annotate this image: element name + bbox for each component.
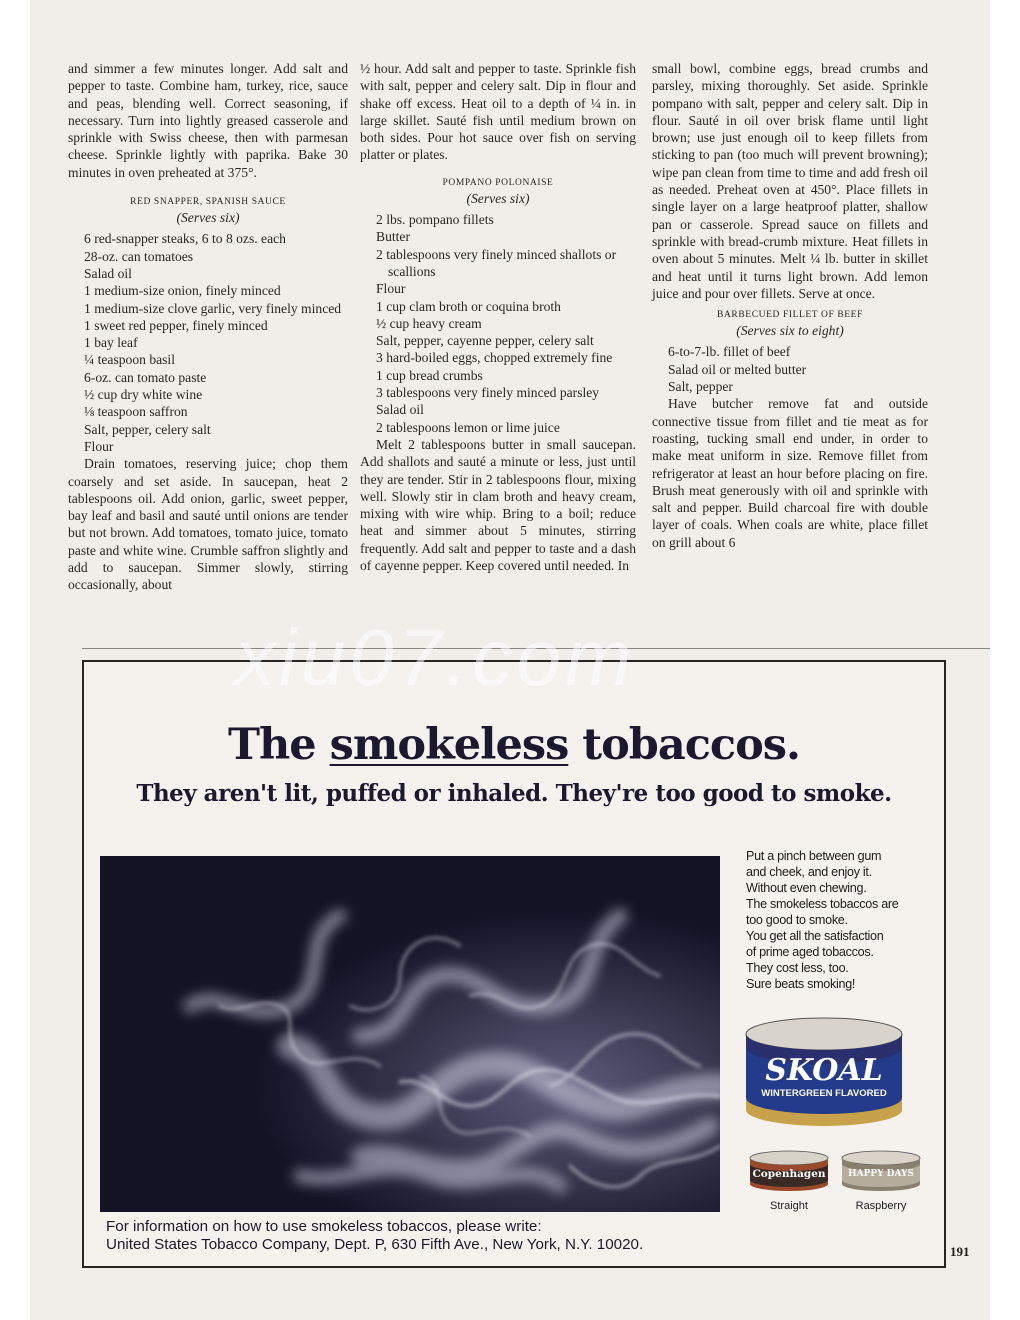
ingredient: ½ cup heavy cream	[376, 315, 482, 331]
watermark: xiu07.com	[235, 613, 636, 702]
recipe-title: POMPANO POLONAISE	[442, 177, 554, 188]
ingredient-list	[652, 343, 928, 395]
skoal-flavor: WINTERGREEN FLAVORED	[761, 1088, 887, 1099]
smoke-swirl-image	[100, 856, 720, 1212]
headline-part: The	[228, 720, 330, 770]
copenhagen-tin	[746, 1150, 832, 1212]
ingredient: Flour	[376, 281, 406, 297]
ingredient: 1 sweet red pepper, finely minced	[84, 317, 268, 333]
ingredient: Salad oil or melted butter	[668, 361, 807, 377]
ingredient: ¼ teaspoon basil	[84, 352, 175, 368]
copy-line: too good to smoke.	[746, 913, 848, 927]
paragraph: Drain tomatoes, reserving juice; chop them coarsely and set aside. In saucepan, heat 2 tablespoons oil. Add onion, garlic, sweet pepper, bay leaf and basil and sauté until onions are tender but not brown. Add tomatoes, tomato juice, tomato paste and white wine. Crumble saffron slightly and add to saucepan. Simmer slowly, stirring occasionally, about	[68, 456, 348, 593]
ingredient: 1 bay leaf	[84, 335, 138, 351]
copy-line: Put a pinch between gum	[746, 849, 882, 863]
ad-headline	[84, 720, 944, 770]
serves-note: (Serves six to eight)	[736, 323, 844, 339]
ingredient: 2 tablespoons lemon or lime juice	[376, 419, 560, 435]
ingredient: 6-to-7-lb. fillet of beef	[668, 344, 791, 360]
ingredient: Flour	[84, 438, 114, 454]
recipe-title: BARBECUED FILLET OF BEEF	[717, 310, 863, 321]
ingredient: ⅛ teaspoon saffron	[84, 404, 188, 420]
ingredient: 6 red-snapper steaks, 6 to 8 ozs. each	[84, 231, 286, 247]
ingredient: 3 tablespoons very finely minced parsley	[376, 385, 600, 401]
paragraph: Have butcher remove fat and outside connective tissue from fillet and tie meat as for roasting, tucking small end under, in order to make meat uniform in size. Remove fillet from refrigerator at least an hour before placing on fire. Brush meat generously with oil and sprinkle with salt and pepper. Build charcoal fire with double layer of coals. When coals are white, place fillet on grill about 6	[652, 396, 928, 550]
recipe-column-1	[68, 60, 348, 594]
tobacco-advertisement	[82, 660, 946, 1268]
copenhagen-label: Straight	[770, 1200, 808, 1212]
recipe-column-2	[360, 60, 636, 574]
happy-days-label: Raspberry	[855, 1200, 907, 1212]
ingredient: Butter	[376, 229, 410, 245]
paragraph: and simmer a few minutes longer. Add salt and pepper to taste. Combine ham, turkey, rice, sauce and peas, blending well. Correct seasoning, if necessary. Turn into lightly greased casserole and sprinkle with Swiss cheese, then with parmesan cheese. Sprinkle lightly with paprika. Bake 30 minutes in oven preheated at 375°.	[68, 61, 348, 180]
ad-subheadline: They aren't lit, puffed or inhaled. They're too good to smoke.	[136, 780, 892, 807]
ad-body-copy	[746, 848, 936, 992]
copy-line: They cost less, too.	[746, 961, 849, 975]
paragraph: ½ hour. Add salt and pepper to taste. Sprinkle fish with salt, pepper and celery salt. Dip in flour and shake off excess. Heat oil to a depth of ¼ in. in large skillet. Sauté fish until medium brown on both sides. Pour hot sauce over fish on serving platter or plates.	[360, 61, 636, 163]
copenhagen-tin-image	[748, 1150, 830, 1194]
copy-line: and cheek, and enjoy it.	[746, 865, 872, 879]
ingredient: 2 tablespoons very finely minced shallots or scallions	[376, 246, 617, 279]
page-number: 191	[950, 1244, 970, 1259]
serves-note: (Serves six)	[466, 190, 530, 206]
ingredient: Salt, pepper, cayenne pepper, celery salt	[376, 333, 594, 349]
paragraph: small bowl, combine eggs, bread crumbs and parsley, mixing thoroughly. Set aside. Sprinkle pompano with salt, pepper and celery salt. Dip in flour. Sauté in oil over brisk flame until light brown; use just enough oil to keep fillets from sticking to pan (too much will prevent browning); wipe pan clean from time to time and add fresh oil as needed. Preheat oven at 450°. Place fillets in single layer on a large heatproof platter, shallow pan or casserole. Spread sauce on fillets and sprinkle with bread-crumb mixture. Heat fillets in oven about 5 minutes. Melt ¼ lb. butter in skillet and heat until it turns light brown. Add lemon juice and pour over fillets. Serve at once.	[652, 61, 928, 301]
info-line: For information on how to use smokeless tobaccos, please write:	[106, 1218, 542, 1235]
ingredient: Salt, pepper, celery salt	[84, 421, 211, 437]
ingredient: 6-oz. can tomato paste	[84, 369, 207, 385]
ingredient: Salt, pepper	[668, 379, 733, 395]
skoal-tin-image	[744, 1014, 904, 1126]
happy-days-tin-image	[840, 1150, 922, 1194]
copy-line: The smokeless tobaccos are	[746, 897, 899, 911]
ad-contact-info	[106, 1218, 726, 1254]
ingredient: 2 lbs. pompano fillets	[376, 212, 494, 228]
copy-line: of prime aged tobaccos.	[746, 945, 874, 959]
ingredient: 1 medium-size onion, finely minced	[84, 283, 281, 299]
recipe-title: RED SNAPPER, SPANISH SAUCE	[130, 197, 286, 208]
copy-line: Without even chewing.	[746, 881, 867, 895]
ingredient: 1 cup bread crumbs	[376, 367, 483, 383]
skoal-brand: SKOAL	[765, 1053, 883, 1088]
ingredient: 3 hard-boiled eggs, chopped extremely fine	[376, 350, 613, 366]
happy-days-tin	[838, 1150, 924, 1212]
ingredient: 28-oz. can tomatoes	[84, 248, 194, 264]
ingredient-list	[68, 230, 348, 455]
copenhagen-brand: Copenhagen	[752, 1168, 826, 1180]
skoal-tin	[744, 1014, 904, 1130]
paragraph: Melt 2 tablespoons butter in small saucepan. Add shallots and sauté a minute or less, just until they are tender. Stir in 2 tablespoons flour, mixing well. Slowly stir in clam broth and heavy cream, mixing with wire whip. Bring to a boil; reduce heat and simmer about 5 minutes, stirring frequently. Add salt and pepper to taste and a dash of cayenne pepper. Keep covered until needed. In	[360, 436, 636, 574]
serves-note: (Serves six)	[176, 210, 240, 226]
smoke-photo	[100, 856, 720, 1212]
ingredient-list	[360, 211, 636, 436]
happy-days-brand: HAPPY DAYS	[848, 1169, 914, 1179]
copy-line: Sure beats smoking!	[746, 977, 856, 991]
headline-underlined-word: smokeless	[329, 720, 569, 770]
headline-part: tobaccos.	[568, 720, 800, 770]
ingredient: ½ cup dry white wine	[84, 387, 203, 403]
ingredient: Salad oil	[376, 402, 424, 418]
info-line: United States Tobacco Company, Dept. P, 630 Fifth Ave., New York, N.Y. 10020.	[106, 1236, 644, 1253]
copy-line: You get all the satisfaction	[746, 929, 884, 943]
ingredient: 1 medium-size clove garlic, very finely minced	[84, 300, 342, 316]
recipe-column-3	[652, 60, 928, 551]
ingredient: Salad oil	[84, 265, 132, 281]
ingredient: 1 cup clam broth or coquina broth	[376, 298, 561, 314]
